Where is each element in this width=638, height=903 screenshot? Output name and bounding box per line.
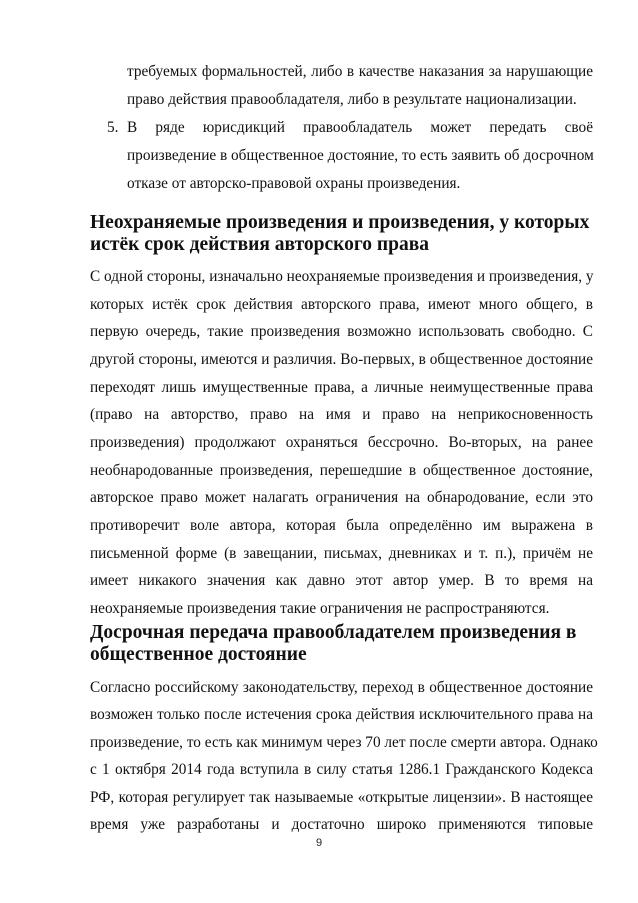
paragraph-line: Согласно российскому законодательству, переход в общественное достояние: [90, 679, 593, 696]
paragraph-line: авторское право может налагать ограничения на обнародование, если это: [90, 489, 593, 506]
paragraph-line: время уже разработаны и достаточно широко применяются типовые: [90, 816, 593, 833]
section-heading: Неохраняемые произведения и произведения, у которых: [90, 212, 590, 233]
paragraph-line: РФ, которая регулирует так называемые «открытые лицензии». В настоящее: [90, 789, 593, 806]
paragraph-line: переходят лишь имущественные права, а личные неимущественные права: [90, 379, 593, 396]
paragraph-line: С одной стороны, изначально неохраняемые произведения и произведения, у: [90, 268, 594, 285]
paragraph-line: имеет никакого значения как давно этот автор умер. В то время на: [90, 572, 593, 589]
paragraph-line: которых истёк срок действия авторского права, имеют много общего, в: [90, 296, 593, 313]
paragraph-line: первую очередь, такие произведения возможно использовать свободно. С: [90, 323, 593, 340]
list-continuation-line: право действия правообладателя, либо в результате национализации.: [127, 91, 577, 108]
paragraph-line: другой стороны, имеются и различия. Во-первых, в общественное достояние: [90, 351, 593, 368]
paragraph-line: произведение, то есть как минимум через 70 лет после смерти автора. Однако: [90, 734, 598, 751]
section-heading: Досрочная передача правообладателем произведения в: [90, 622, 577, 643]
section-heading: общественное достояние: [90, 644, 307, 665]
paragraph-line: письменной форме (в завещании, письмах, дневниках и т. п.), причём не: [90, 545, 593, 562]
list-continuation-line: требуемых формальностей, либо в качестве наказания за нарушающие: [127, 63, 593, 80]
page-number: 9: [315, 837, 323, 849]
paragraph-line: возможен только после истечения срока действия исключительного права на: [90, 706, 593, 723]
section-heading: истёк срок действия авторского права: [90, 234, 429, 255]
paragraph-line: (право на авторство, право на имя и право на неприкосновенность: [90, 406, 593, 423]
paragraph-line: с 1 октября 2014 года вступила в силу статья 1286.1 Гражданского Кодекса: [90, 761, 593, 778]
list-item-line: произведение в общественное достояние, то есть заявить об досрочном: [127, 147, 594, 164]
paragraph-line: неохраняемые произведения такие ограничения не распространяются.: [90, 600, 550, 617]
paragraph-line: противоречит воле автора, которая была определённо им выражена в: [90, 517, 593, 534]
paragraph-line: произведения) продолжают охраняться бессрочно. Во-вторых, на ранее: [90, 434, 593, 451]
list-item-line: отказе от авторско-правовой охраны произведения.: [127, 175, 461, 192]
paragraph-line: необнародованные произведения, перешедшие в общественное достояние,: [90, 462, 593, 479]
list-item-line: В ряде юрисдикций правообладатель может передать своё: [127, 119, 593, 136]
list-item-number: 5.: [107, 119, 119, 136]
